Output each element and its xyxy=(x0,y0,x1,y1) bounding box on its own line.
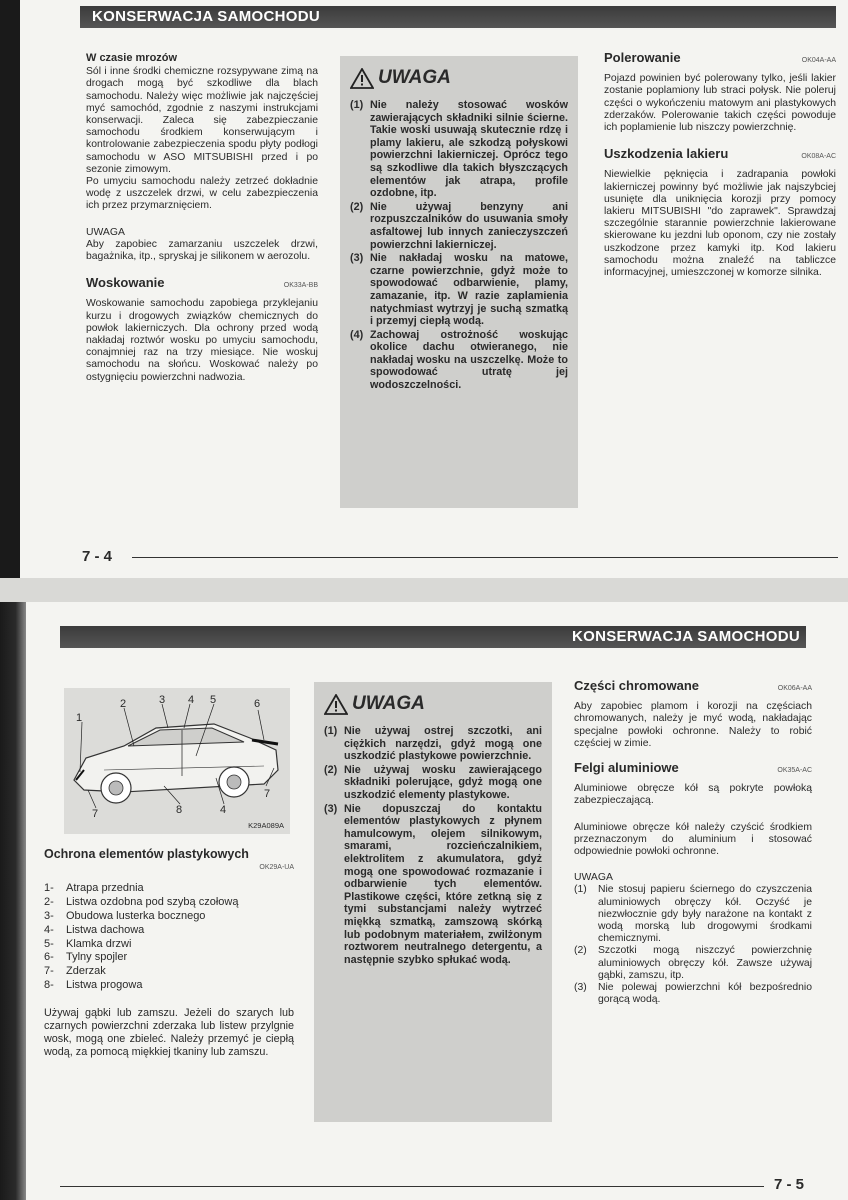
damage-code: OK08A-AC xyxy=(801,153,836,161)
list-item-text: Szczotki mogą niszczyć powierzchnię aluminiowych obręczy kół. Zawsze używaj gąbki, zamszu, itp. xyxy=(598,945,812,981)
list-item-label: Listwa progowa xyxy=(66,978,143,991)
callout-label: 7 xyxy=(264,788,271,800)
page-header: KONSERWACJA SAMOCHODU xyxy=(60,626,806,648)
warning-item-text: Nie należy stosować wosków zawierających składniki silnie ścierne. Takie woski usuwają skutecznie rdzę i plamy lakieru, ale szkodzą połyskowi powierzchni lakierniczej. Oprócz tego są szkodliwe dla takich błyszczących elementów jak atrapa, profile ozdobne, itp. xyxy=(370,99,568,200)
chrome-text: Aby zapobiec plamom i korozji na częściach chromowanych, należy je myć wodą, nakładając specjalne powłoki ochronne. Należy to robić częściej w zimie. xyxy=(574,701,812,749)
list-item-number: 3- xyxy=(44,910,54,922)
notes-list xyxy=(574,884,812,1006)
warning-item-text: Nie używaj ostrej szczotki, ani ciężkich narzędzi, gdyż mogą one uszkodzić plastykowe powierzchnie. xyxy=(344,725,542,763)
warning-item-text: Nie używaj wosku zawierającego składniki polerujące, gdyż mogą one uszkodzić elementy plastykowe. xyxy=(344,763,542,801)
note-label: UWAGA xyxy=(86,226,125,238)
list-item-number: 4- xyxy=(44,923,54,936)
warning-item-number: (2) xyxy=(324,763,338,776)
page-7-5 xyxy=(0,602,848,1200)
winter-paragraph-1: Sól i inne środki chemiczne rozsypywane zimą na drogach mogą być szkodliwe dla blach samochodu. Należy więc możliwie jak najczęściej myć samochód, zgodnie z naszymi instrukcjami konserwacji. Zaleca się zabezpieczanie samochodu środkiem konserwującym i kontrolowanie zabezpieczenia spodu płyty podłogi samochodu w ASO MITSUBISHI przed i po sezonie zimowym. xyxy=(86,66,318,175)
list-item xyxy=(44,896,294,910)
page-header: KONSERWACJA SAMOCHODU xyxy=(80,6,836,28)
list-item-number: 8- xyxy=(44,978,54,991)
plastic-title: Ochrona elementów plastykowych xyxy=(44,847,249,861)
footer-rule xyxy=(132,557,838,558)
callout-label: 2 xyxy=(120,698,127,710)
damage-text: Niewielkie pęknięcia i zadrapania powłoki lakierniczej powinny być możliwie jak najszybciej usunięte dla uniknięcia korozji przy pomocy lakieru MITSUBISHI "do zaprawek". Sprawdzaj szczególnie starannie powierzchnie lakierowane skierowane ku jezdni lub oponom, czy nie zostały uszkodzone przez kamyki itp. Kod lakieru samochodu można znaleźć na tabliczce informacyjnej, umieszczonej w komorze silnika. xyxy=(604,169,836,279)
alu-title: Felgi aluminiowe xyxy=(574,760,679,776)
warning-item-text: Nie dopuszczaj do kontaktu elementów plastykowych z płynem hamulcowym, olejem silnikowym, smarami, rozcieńczalnikiem, elektrolitem z akumulatora, gdyż mogą one spowodować rozmazanie i odbarwienie tych elementów. Plastikowe części, które zetkną się z tymi substancjami należy wytrzeć miękką szmatką, zamszową skórką lub podobnym materiałem, zwilżonym roztworem neutralnego detergentu, a następnie szybko spłukać wodą. xyxy=(344,802,542,966)
wax-title-row xyxy=(86,277,318,292)
polish-title: Polerowanie xyxy=(604,50,681,65)
callout-label: 7 xyxy=(92,808,99,820)
damage-title: Uszkodzenia lakieru xyxy=(604,146,729,162)
warning-item xyxy=(350,201,568,251)
car-illustration xyxy=(64,688,290,834)
callout-label: 4 xyxy=(220,804,227,816)
list-item-number: (2) xyxy=(574,945,587,957)
polish-text: Pojazd powinien być polerowany tylko, jeśli lakier zostanie poplamiony lub straci połysk. Nie poleruj części o wykończeniu matowym ani plastykowych zderzaków. Polerowanie takich części powoduje ich poplamienie lub niszczy powierzchnię. xyxy=(604,73,836,134)
page-number: 7 - 5 xyxy=(774,1176,805,1193)
list-item-label: Klamka drzwi xyxy=(66,937,132,950)
warning-item xyxy=(350,252,568,328)
warning-triangle-icon xyxy=(350,68,374,89)
list-item-number: 7- xyxy=(44,965,54,978)
list-item xyxy=(44,951,294,965)
callout-label: 5 xyxy=(210,694,217,706)
list-item xyxy=(574,884,812,945)
warning-item-number: (3) xyxy=(324,802,338,815)
callout-label: 8 xyxy=(176,804,183,816)
callout-label: 1 xyxy=(76,712,83,724)
column-right xyxy=(604,52,836,288)
page-number: 7 - 4 xyxy=(82,548,113,565)
list-item xyxy=(44,979,294,993)
wax-title: Woskowanie xyxy=(86,275,165,291)
chrome-code: OK06A-AA xyxy=(777,685,812,692)
winter-title: W czasie mrozów xyxy=(86,52,178,64)
warning-header xyxy=(324,694,542,715)
callout-label: 4 xyxy=(188,694,195,706)
warning-item xyxy=(324,803,542,967)
list-item-text: Nie stosuj papieru ściernego do czyszczenia aluminiowych obręczy kół. Oczyść je niezwłocznie gdy były narażone na kontakt z wodą morską lub drogowymi środkami chemicznymi. xyxy=(598,884,812,945)
alu-title-row xyxy=(574,762,812,777)
warning-title: UWAGA xyxy=(352,693,425,715)
polish-code: OK04A-AA xyxy=(801,57,836,64)
list-item xyxy=(44,965,294,979)
warning-item-number: (1) xyxy=(350,99,364,111)
column-left xyxy=(86,52,318,393)
warning-item xyxy=(324,764,542,802)
note-label: UWAGA xyxy=(574,872,613,884)
column-right xyxy=(574,680,812,1006)
list-item-label: Atrapa przednia xyxy=(66,882,144,895)
list-item xyxy=(44,924,294,938)
warning-item-number: (1) xyxy=(324,725,338,737)
note-text: Aby zapobiec zamarzaniu uszczelek drzwi, bagażnika, itp., spryskaj je silikonem w aerozolu. xyxy=(86,238,318,263)
warning-item-text: Zachowaj ostrożność woskując okolice dachu otwieranego, nie nakładaj wosku na uszczelkę. Może to spowodować utratę jej wodoszczelności. xyxy=(370,328,568,392)
list-item xyxy=(44,882,294,896)
page-binding-edge xyxy=(0,602,26,1200)
polish-title-row xyxy=(604,52,836,67)
alu-paragraph-2: Aluminiowe obręcze kół należy czyścić środkiem przeznaczonym do aluminium i stosować odpowiednie powłoki ochronne. xyxy=(574,821,812,858)
warning-item xyxy=(350,99,568,200)
warning-item-number: (3) xyxy=(350,252,364,265)
list-item xyxy=(574,945,812,982)
winter-paragraph-2: Po umyciu samochodu należy zetrzeć dokładnie wodę z uszczelek drzwi, w celu zabezpieczenia ich przez przymarznięciem. xyxy=(86,176,318,212)
warning-box xyxy=(340,56,578,508)
parts-list xyxy=(44,882,294,992)
list-item-number: 1- xyxy=(44,882,54,895)
plastic-text: Używaj gąbki lub zamszu. Jeżeli do szarych lub czarnych powierzchni zderzaka lub listew przylgnie wosk, mogą one zbieleć. Należy przemyć je ciepłą wodą, za pomocą miękkiej tkaniny lub zamszu. xyxy=(44,1006,294,1059)
warning-box xyxy=(314,682,552,1122)
list-item-number: 2- xyxy=(44,896,54,909)
list-item-number: 5- xyxy=(44,937,54,950)
warning-item xyxy=(324,725,542,763)
plastic-code: OK29A-UA xyxy=(259,864,294,872)
chrome-title: Części chromowane xyxy=(574,678,699,693)
wax-code: OK33A-BB xyxy=(283,282,318,290)
warning-triangle-icon xyxy=(324,694,348,715)
list-item-label: Obudowa lusterka bocznego xyxy=(66,910,206,922)
warning-item-text: Nie nakładaj wosku na matowe, czarne powierzchnie, gdyż może to spowodować odbarwienie, plamy, zamazanie, itp. W razie zaplamienia natychmiast wytrzyj je suchą szmatką i przemyj ciepłą wodą. xyxy=(370,252,568,328)
list-item xyxy=(44,938,294,952)
list-item-number: (3) xyxy=(574,982,587,994)
page-7-4 xyxy=(0,0,848,578)
list-item-text: Nie polewaj powierzchni kół bezpośrednio gorącą wodą. xyxy=(598,982,812,1006)
list-item-number: 6- xyxy=(44,951,54,964)
list-item-label: Tylny spojler xyxy=(66,951,128,964)
warning-header xyxy=(350,68,568,89)
warning-item-number: (2) xyxy=(350,200,364,213)
callout-label: 3 xyxy=(159,694,166,706)
list-item-label: Listwa dachowa xyxy=(66,923,145,936)
list-item-label: Listwa ozdobna pod szybą czołową xyxy=(66,896,239,909)
damage-title-row xyxy=(604,148,836,163)
list-item xyxy=(574,982,812,1006)
list-item-number: (1) xyxy=(574,884,587,896)
footer-rule xyxy=(60,1186,764,1187)
page-separator xyxy=(0,578,848,602)
list-item-label: Zderzak xyxy=(66,965,106,978)
warning-item xyxy=(350,329,568,392)
wax-text: Woskowanie samochodu zapobiega przyklejaniu kurzu i drogowych związków chemicznych do powłok lakierniczych. Dla ochrony przed wodą nakładaj roztwór wosku po umyciu samochodu, conajmniej raz na trzy miesiące. Nie woskuj samochodu na słońcu. Woskować należy po ostygnięciu powierzchni nadwozia. xyxy=(86,298,318,383)
warning-item-number: (4) xyxy=(350,328,364,341)
warning-title: UWAGA xyxy=(378,67,451,89)
warning-item-text: Nie używaj benzyny ani rozpuszczalników do usuwania smoły asfaltowej lub innych zanieczyszczeń powierzchni lakierniczej. xyxy=(370,200,568,251)
column-left xyxy=(44,848,294,1069)
list-item xyxy=(44,910,294,924)
callout-label: 6 xyxy=(254,698,261,710)
alu-paragraph-1: Aluminiowe obręcze kół są pokryte powłoką zabezpieczającą. xyxy=(574,783,812,807)
page-binding-edge xyxy=(0,0,20,578)
chrome-title-row xyxy=(574,680,812,695)
illustration-code: K29A089A xyxy=(248,821,284,830)
alu-code: OK35A-AC xyxy=(777,767,812,775)
